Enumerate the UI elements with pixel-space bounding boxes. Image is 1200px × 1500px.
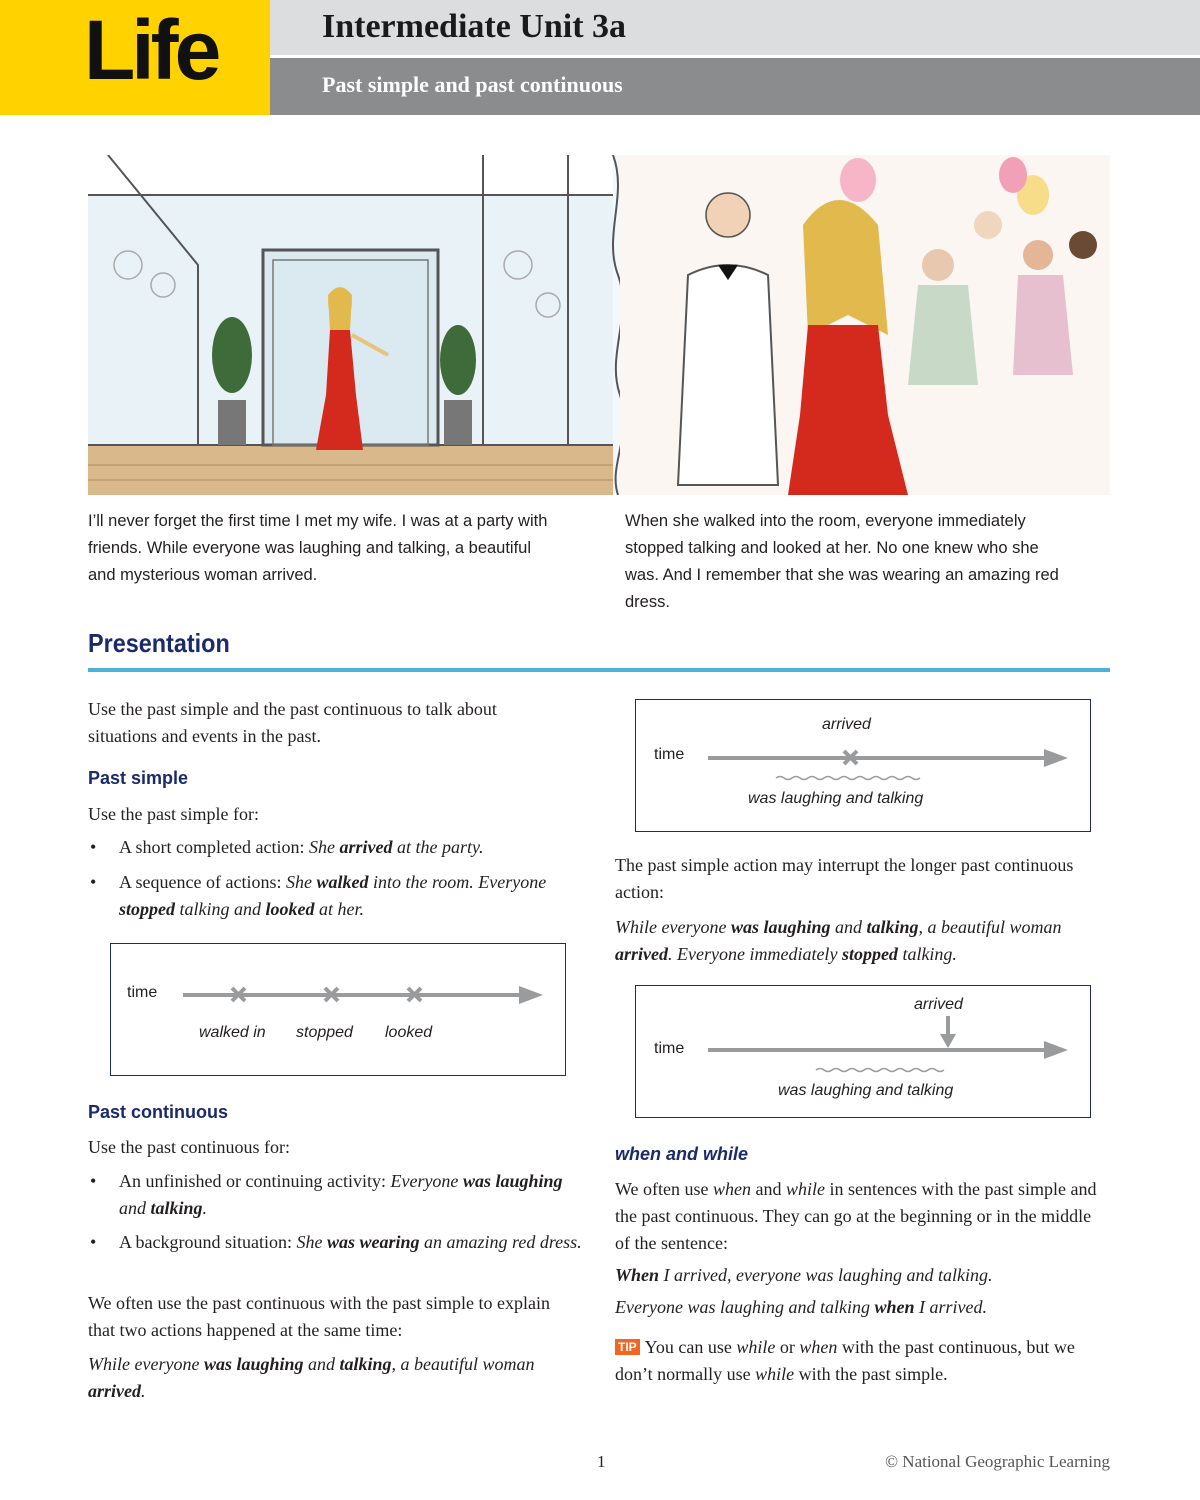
- timeline-axis-label: time: [127, 984, 158, 1001]
- subheading-when-while: when and while: [615, 1144, 749, 1164]
- timeline-label-stopped: stopped: [296, 1024, 353, 1041]
- timeline-single-event: [635, 699, 1091, 832]
- tip-badge: TIP: [615, 1339, 640, 1355]
- timeline-arrowhead: [519, 986, 543, 1004]
- past-simple-lead: Use the past simple for:: [88, 804, 259, 824]
- section-rule: [88, 668, 1110, 672]
- subheading-past-continuous: Past continuous: [88, 1102, 229, 1122]
- timeline-interrupted-action: [635, 985, 1091, 1118]
- past-continuous-lead: Use the past continuous for:: [88, 1137, 290, 1157]
- past-simple-bullet-2: • A sequence of actions: She walked into the room. Everyone stopped talking and looked at her.: [88, 869, 559, 923]
- past-continuous-bullet-1: • An unfinished or continuing activity: Everyone was laughing and talking.: [88, 1168, 589, 1222]
- interrupt-arrow-head: [940, 1034, 956, 1048]
- glass-room-scene: [88, 155, 613, 495]
- party-illustration: [88, 155, 1110, 495]
- subheading-past-simple: Past simple: [88, 768, 189, 788]
- page-title-bar: [270, 0, 1200, 55]
- interrupt-explanation: The past simple action may interrupt the longer past continuous action:: [615, 855, 1074, 902]
- past-continuous-bullet-2: • A background situation: She was wearing an amazing red dress.: [88, 1229, 589, 1256]
- timeline-label-walked-in: walked in: [199, 1024, 266, 1041]
- past-simple-bullet-1: • A short completed action: She arrived at the party.: [88, 834, 589, 861]
- timeline-axis-label: time: [654, 746, 685, 763]
- timeline-axis-label: time: [654, 1040, 685, 1057]
- intro-story-right: When she walked into the room, everyone immediately stopped talking and looked at her. No one knew who she was. And I remember that she was wearing an amazing red dress.: [625, 512, 1059, 611]
- interrupt-example: While everyone was laughing and talking, a beautiful woman arrived. Everyone immediately stopped talking.: [615, 917, 1062, 964]
- timeline-label-arrived: arrived: [914, 996, 963, 1013]
- life-logo: Life: [0, 0, 270, 115]
- presentation-intro: Use the past simple and the past continuous to talk about situations and events in the past.: [88, 699, 497, 746]
- party-closeup-scene: [620, 155, 1110, 495]
- timeline-label-arrived: arrived: [822, 716, 871, 733]
- timeline-label-continuous: was laughing and talking: [748, 790, 924, 807]
- page-title: Intermediate Unit 3a: [322, 8, 627, 45]
- when-example-2: Everyone was laughing and talking when I arrived.: [615, 1297, 987, 1317]
- tip-note: TIP You can use while or when with the past continuous, but we don’t normally use while with the past simple.: [615, 1337, 1075, 1384]
- page-subtitle-bar: [270, 58, 1200, 115]
- past-continuous-explanation: We often use the past continuous with the past simple to explain that two actions happened at the same time:: [88, 1293, 550, 1340]
- timeline-past-simple-sequence: [110, 943, 566, 1076]
- timeline-label-continuous: was laughing and talking: [778, 1082, 954, 1099]
- intro-story-left: I’ll never forget the first time I met my wife. I was at a party with friends. While everyone was laughing and talking, a beautiful and mysterious woman arrived.: [88, 512, 548, 584]
- continuous-action-wave: [816, 1069, 944, 1072]
- when-while-explanation: We often use when and while in sentences with the past simple and the past continuous. They can go at the beginning or in the middle of the sentence:: [615, 1179, 1097, 1253]
- page-subtitle: Past simple and past continuous: [322, 72, 623, 97]
- copyright-notice: © National Geographic Learning: [885, 1452, 1110, 1471]
- page-number: 1: [597, 1452, 606, 1471]
- past-continuous-example: While everyone was laughing and talking, a beautiful woman arrived.: [88, 1354, 535, 1401]
- timeline-label-looked: looked: [385, 1024, 433, 1041]
- timeline-arrowhead: [1044, 749, 1068, 767]
- when-example-1: When I arrived, everyone was laughing and talking.: [615, 1265, 993, 1285]
- section-heading-presentation: Presentation: [88, 628, 230, 658]
- timeline-arrowhead: [1044, 1041, 1068, 1059]
- continuous-action-wave: [776, 777, 920, 780]
